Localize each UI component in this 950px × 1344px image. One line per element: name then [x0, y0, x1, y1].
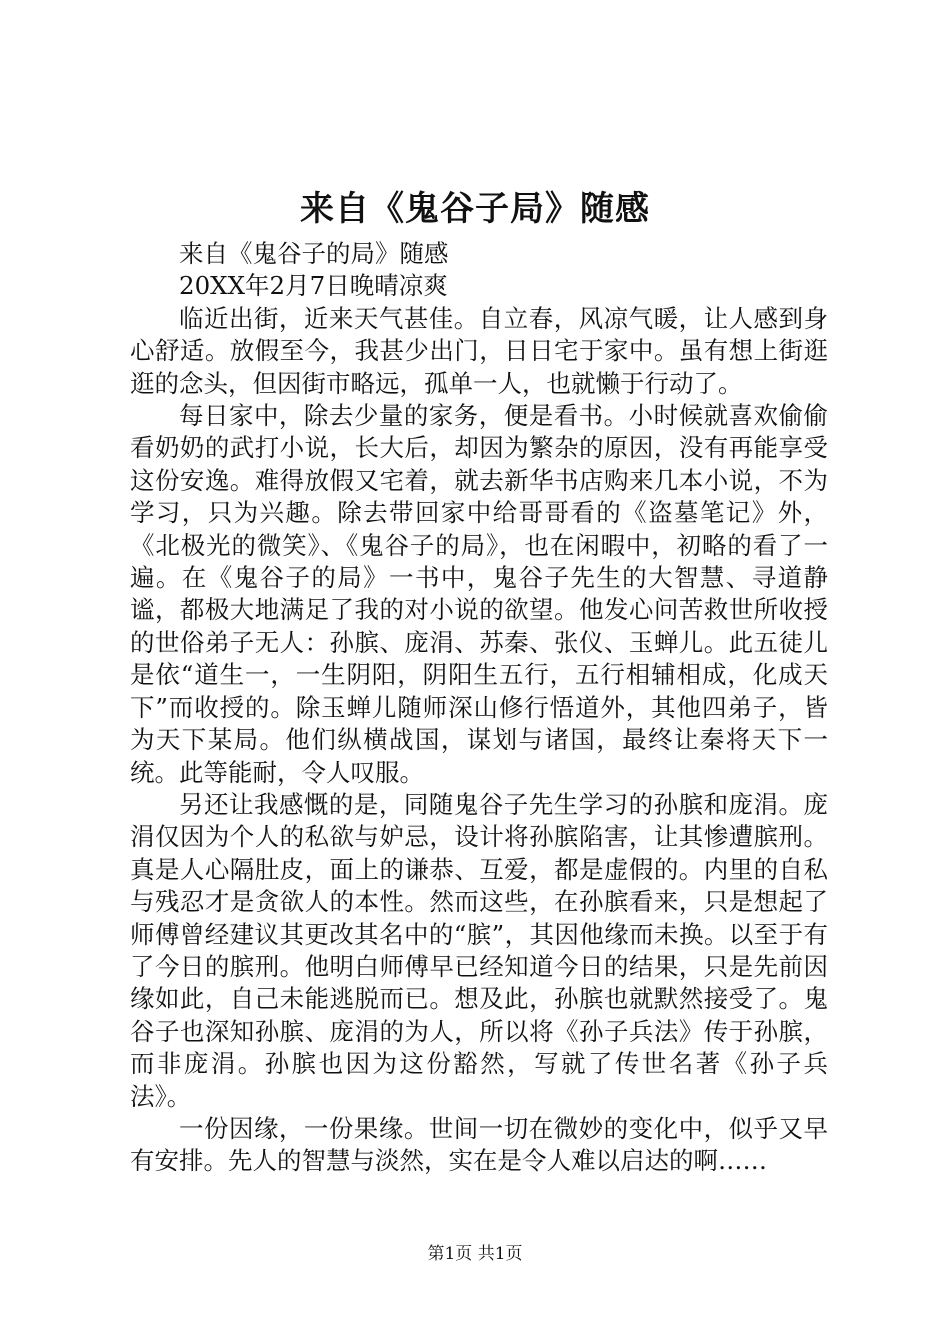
paragraph: 另还让我感慨的是，同随鬼谷子先生学习的孙膑和庞涓。庞涓仅因为个人的私欲与妒忌，设计将孙膑陷害，让其惨遭膑刑。真是人心隔肚皮，面上的谦恭、互爱，都是虚假的。内里的自私与残忍才是贪欲人的本性。然而这些，在孙膑看来，只是想起了师傅曾经建议其更改其名中的“膑”，其因他缘而未换。以至于有了今日的膑刑。他明白师傅早已经知道今日的结果，只是先前因缘如此，自己未能逃脱而已。想及此，孙膑也就默然接受了。鬼谷子也深知孙膑、庞涓的为人，所以将《孙子兵法》传于孙膑，而非庞涓。孙膑也因为这份豁然，写就了传世名著《孙子兵法》。 — [130, 789, 828, 1111]
document-title: 来自《鬼谷子局》随感 — [300, 189, 650, 229]
paragraph: 临近出街，近来天气甚佳。自立春，风凉气暖，让人感到身心舒适。放假至今，我甚少出门，日日宅于家中。虽有想上街逛逛的念头，但因街市略远，孤单一人，也就懒于行动了。 — [130, 303, 828, 398]
paragraph: 一份因缘，一份果缘。世间一切在微妙的变化中，似乎又早有安排。先人的智慧与淡然，实在是令人难以启达的啊…… — [130, 1113, 828, 1176]
document-body — [130, 238, 828, 1178]
document-subtitle: 来自《鬼谷子的局》随感 — [179, 239, 449, 268]
paragraph: 每日家中，除去少量的家务，便是看书。小时候就喜欢偷偷看奶奶的武打小说，长大后，却因为繁杂的原因，没有再能享受这份安逸。难得放假又宅着，就去新华书店购来几本小说，不为学习，只为兴趣。除去带回家中给哥哥看的《盗墓笔记》外，《北极光的微笑》、《鬼谷子的局》，也在闲暇中，初略的看了一遍。在《鬼谷子的局》一书中，鬼谷子先生的大智慧、寻道静谧，都极大地满足了我的对小说的欲望。他发心问苦救世所收授的世俗弟子无人：孙膑、庞涓、苏秦、张仪、玉蝉儿。此五徒儿是依“道生一，一生阴阳，阴阳生五行，五行相辅相成，化成天下”而收授的。除玉蝉儿随师深山修行悟道外，其他四弟子，皆为天下某局。他们纵横战国，谋划与诸国，最终让秦将天下一统。此等能耐，令人叹服。 — [130, 401, 828, 787]
page-footer: 第1页 共1页 — [427, 1244, 523, 1264]
document-dateline: 20XX年2月7日晚晴凉爽 — [179, 271, 448, 301]
